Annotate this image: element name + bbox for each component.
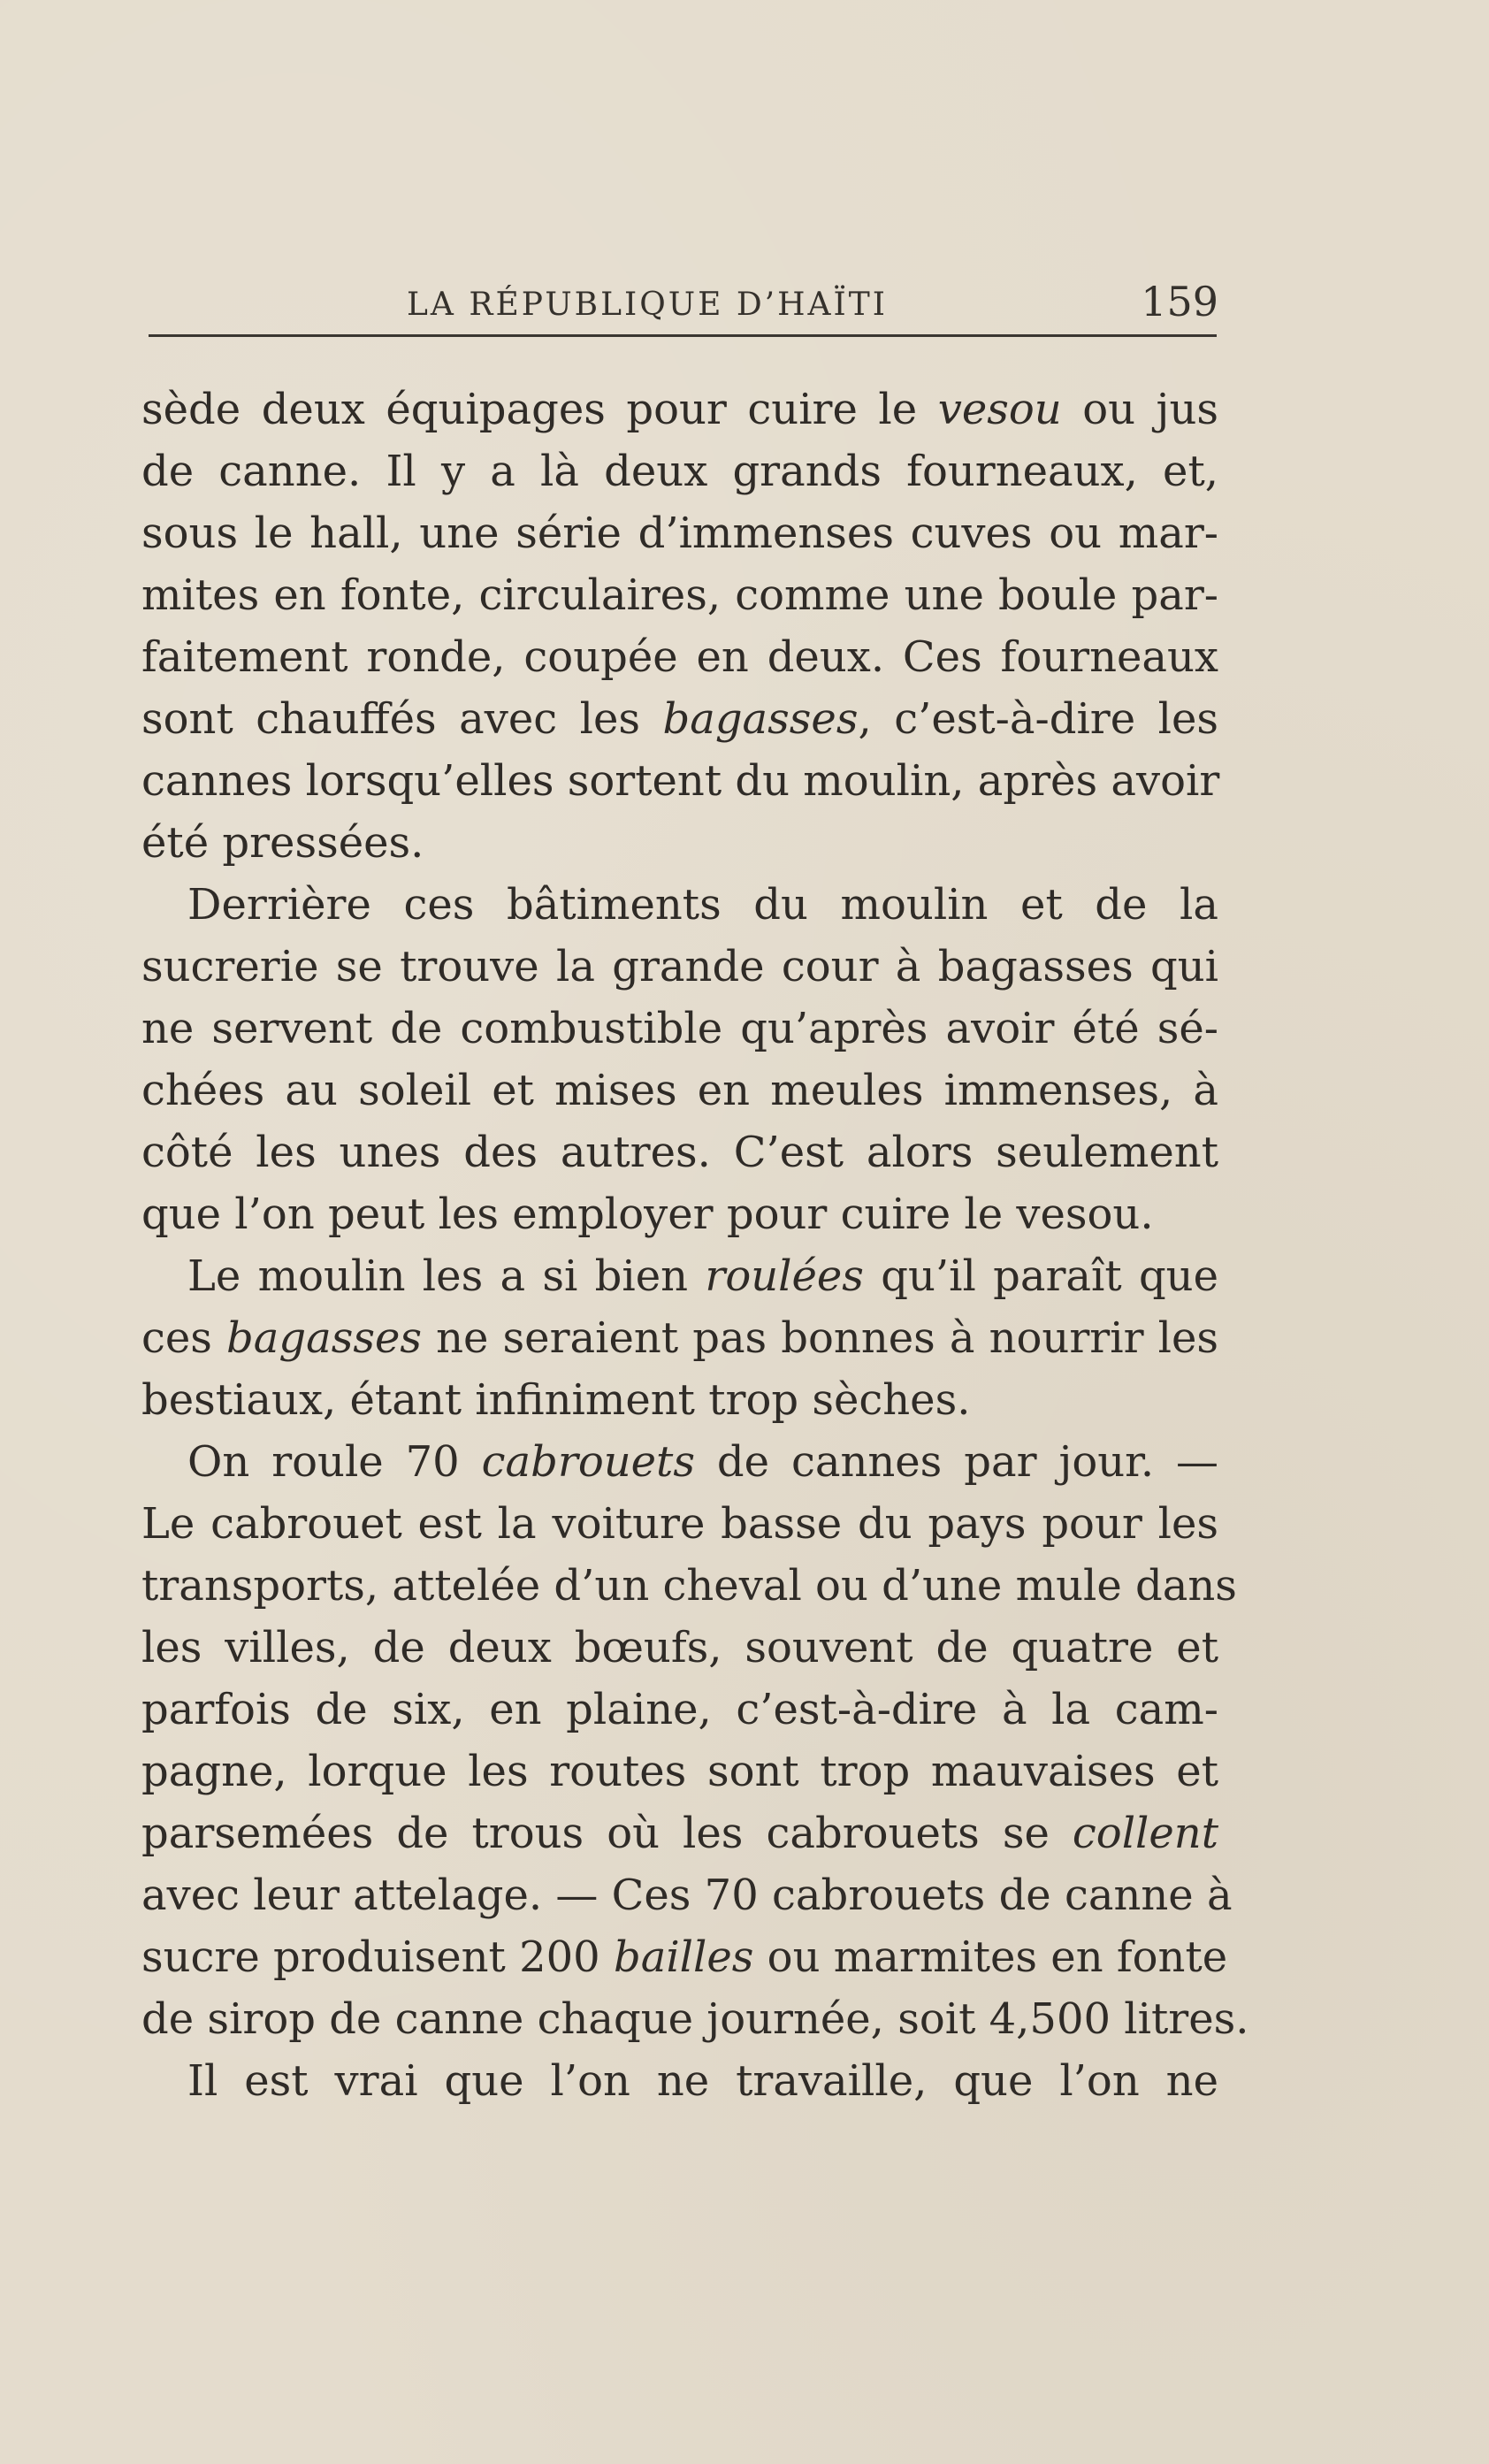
text-segment: Le moulin les a si bien	[187, 1251, 706, 1301]
text-segment: faitement ronde, coupée en deux. Ces fourneaux	[141, 632, 1218, 682]
text-line	[141, 1369, 1218, 1431]
text-segment: de canne. Il y a là deux grands fourneaux, et,	[141, 447, 1218, 496]
italic-text: bagasses	[226, 1313, 423, 1363]
italic-text: roulées	[705, 1251, 864, 1301]
text-segment: Le cabrouet est la voiture basse du pays pour les	[141, 1499, 1218, 1549]
italic-text: cabrouets	[481, 1437, 695, 1487]
text-line	[141, 1431, 1218, 1493]
text-segment: mites en fonte, circulaires, comme une boule par-	[141, 570, 1218, 620]
italic-text: bailles	[613, 1932, 754, 1982]
text-line	[141, 2050, 1218, 2112]
running-title: LA RÉPUBLIQUE D’HAÏTI	[407, 287, 888, 323]
text-segment: parfois de six, en plaine, c’est-à-dire à la cam-	[141, 1685, 1218, 1734]
text-line	[141, 750, 1218, 812]
text-line	[141, 564, 1218, 626]
text-line	[141, 1679, 1218, 1741]
text-segment: de sirop de canne chaque journée, soit 4,500 litres.	[141, 1994, 1249, 2044]
text-line	[141, 379, 1218, 440]
text-line	[141, 1802, 1218, 1864]
text-line	[141, 1245, 1218, 1307]
text-line	[141, 688, 1218, 750]
text-segment: de cannes par jour. —	[694, 1437, 1218, 1487]
italic-text: vesou	[937, 385, 1062, 434]
text-line	[141, 874, 1218, 936]
text-segment: parsemées de trous où les cabrouets se	[141, 1809, 1073, 1858]
text-line	[141, 1060, 1218, 1121]
text-line	[141, 1307, 1218, 1369]
text-segment: transports, attelée d’un cheval ou d’une mule dans	[141, 1561, 1237, 1611]
text-segment: côté les unes des autres. C’est alors seulement	[141, 1128, 1218, 1177]
page-header	[141, 271, 1218, 333]
text-line	[141, 1617, 1218, 1679]
text-segment: sède deux équipages pour cuire le	[141, 385, 938, 434]
text-segment: avec leur attelage. — Ces 70 cabrouets de canne à	[141, 1871, 1233, 1920]
text-line	[141, 1864, 1233, 1926]
text-line	[141, 812, 1218, 874]
text-segment: ne seraient pas bonnes à nourrir les	[422, 1313, 1219, 1363]
header-rule	[149, 334, 1217, 337]
page-number: 159	[1141, 278, 1218, 325]
text-segment: ces	[141, 1313, 227, 1363]
text-line	[141, 440, 1218, 502]
text-segment: sous le hall, une série d’immenses cuves ou mar-	[141, 509, 1218, 558]
text-segment: ou marmites en fonte	[753, 1932, 1228, 1982]
text-line	[141, 626, 1218, 688]
text-segment: qu’il paraît que	[863, 1251, 1219, 1301]
text-segment: été pressées.	[141, 818, 424, 868]
text-line	[141, 1555, 1237, 1617]
text-line	[141, 1988, 1249, 2050]
text-segment: les villes, de deux bœufs, souvent de quatre et	[141, 1623, 1218, 1672]
text-line	[141, 1926, 1228, 1988]
text-segment: chées au soleil et mises en meules immenses, à	[141, 1066, 1218, 1115]
text-segment: cannes lorsqu’elles sortent du moulin, après avoir	[141, 756, 1220, 806]
body-text	[141, 379, 1249, 2112]
italic-text: bagasses	[662, 694, 859, 744]
text-segment: ne servent de combustible qu’après avoir été sé-	[141, 1004, 1218, 1053]
text-line	[141, 1183, 1218, 1245]
text-segment: ou jus	[1061, 385, 1218, 434]
text-line	[141, 936, 1218, 998]
text-line	[141, 1493, 1218, 1555]
text-line	[141, 502, 1218, 564]
text-line	[141, 1741, 1218, 1802]
text-segment: bestiaux, étant infiniment trop sèches.	[141, 1375, 971, 1425]
text-segment: sucre produisent 200	[141, 1932, 614, 1982]
text-segment: On roule 70	[187, 1437, 482, 1487]
text-segment: sucrerie se trouve la grande cour à bagasses qui	[141, 942, 1218, 991]
italic-text: collent	[1072, 1809, 1218, 1858]
text-segment: Derrière ces bâtiments du moulin et de la	[187, 880, 1218, 930]
text-segment: , c’est-à-dire les	[858, 694, 1218, 744]
text-line	[141, 998, 1218, 1060]
text-segment: sont chauffés avec les	[141, 694, 663, 744]
text-line	[141, 1121, 1218, 1183]
text-segment: Il est vrai que l’on ne travaille, que l’on ne	[187, 2056, 1218, 2106]
text-segment: que l’on peut les employer pour cuire le vesou.	[141, 1190, 1154, 1239]
text-segment: pagne, lorque les routes sont trop mauvaises et	[141, 1747, 1218, 1796]
